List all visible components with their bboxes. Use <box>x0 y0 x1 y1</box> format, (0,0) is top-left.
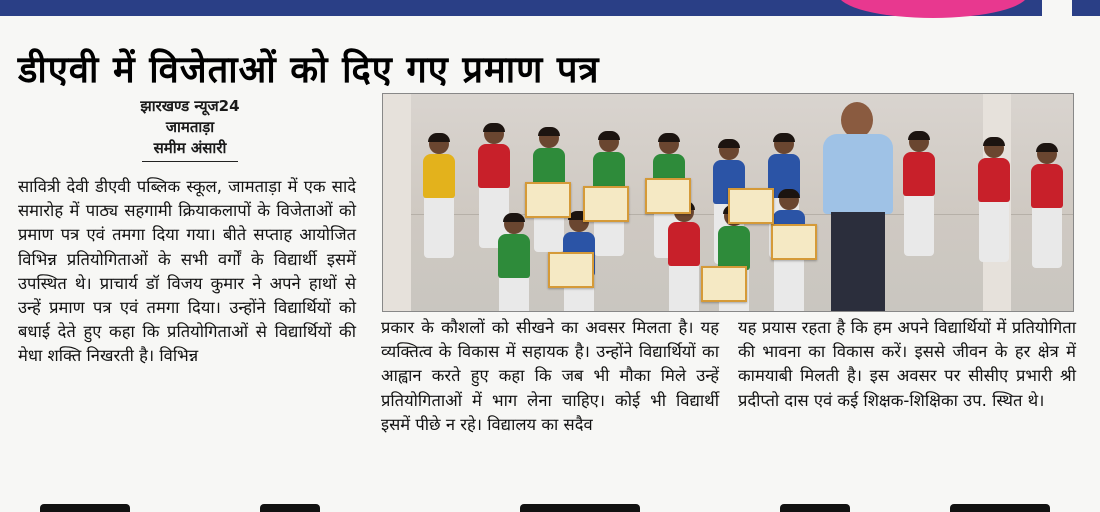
certificate <box>525 182 571 218</box>
article-column-2 <box>381 316 719 437</box>
byline-author: समीम अंसारी <box>142 138 239 162</box>
student-figure <box>668 202 700 312</box>
article-photo <box>382 93 1074 312</box>
byline <box>70 96 310 162</box>
next-headline-cutoff <box>0 498 1100 510</box>
article-headline: डीएवी में विजेताओं को दिए गए प्रमाण पत्र <box>18 48 600 91</box>
certificate <box>583 186 629 222</box>
certificate <box>701 266 747 302</box>
principal-trousers <box>831 212 885 312</box>
student-figure <box>978 138 1010 262</box>
photo-pillar-left <box>383 94 411 311</box>
masthead-logo-shape <box>838 0 1028 18</box>
student-figure <box>903 132 935 256</box>
masthead-gap <box>1042 0 1072 16</box>
principal-shirt <box>823 134 893 214</box>
byline-place: जामताड़ा <box>165 118 215 136</box>
article-column-3 <box>738 316 1076 413</box>
student-figure <box>1031 144 1063 268</box>
student-figure <box>498 214 530 312</box>
certificate <box>645 178 691 214</box>
certificate <box>728 188 774 224</box>
principal-head <box>841 102 873 138</box>
certificate <box>548 252 594 288</box>
student-figure <box>423 134 455 258</box>
column-1-text: सावित्री देवी डीएवी पब्लिक स्कूल, जामताड़ा में एक सादे समारोह में पाठ्य सहगामी क्रियाकलापों के विजेताओं को प्रमाण पत्र एवं तमगा दिया गया। बीते सप्ताह आयोजित विभिन्न प्रतियोगिताओं के सभी वर्गों के विद्यार्थी इसमें उपस्थित थे। प्राचार्य डॉ विजय कुमार ने अपने हाथों से उन्हें प्रमाण पत्र एवं तमगा दिया। उन्होंने विद्यार्थियों को बधाई देते हुए कहा कि प्रतियोगिताओं से विद्यार्थियों की मेधा शक्ति निखरती है। विभिन्न <box>18 177 356 366</box>
byline-source: झारखण्ड न्यूज24 <box>140 97 240 115</box>
column-3-text: यह प्रयास रहता है कि हम अपने विद्यार्थियों में प्रतियोगिता की भावना का विकास करें। इससे जीवन के हर क्षेत्र में कामयाबी मिलती है। इस अवसर पर सीसीए प्रभारी श्री प्रदीप्तो दास एवं कई शिक्षक-शिक्षिका उप. स्थित थे। <box>738 318 1076 410</box>
masthead-strip <box>0 0 1100 16</box>
article-column-1 <box>18 175 356 369</box>
certificate <box>771 224 817 260</box>
column-2-text: प्रकार के कौशलों को सीखने का अवसर मिलता है। यह व्यक्तित्व के विकास में सहायक है। उन्होंने विद्यार्थियों का आह्वान करते हुए कहा कि जब भी मौका मिले उन्हें प्रतियोगिताओं में भाग लेना चाहिए। कोई भी विद्यार्थी इसमें पीछे न रहे। विद्यालय का सदैव <box>381 318 719 434</box>
